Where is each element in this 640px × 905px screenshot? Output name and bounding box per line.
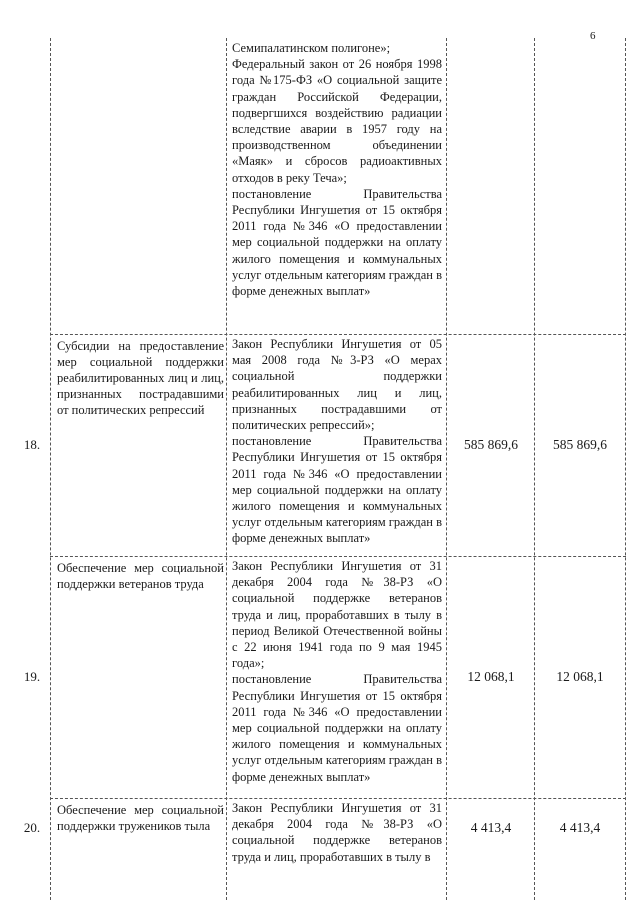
row-amount-1: 12 068,1 (467, 669, 515, 684)
row-amount-2: 585 869,6 (553, 437, 607, 452)
row-legal-basis (230, 336, 444, 547)
basis-paragraph: постановление Правительства Республики Ингушетия от 15 октября 2011 года №346 «О предоставлении мер социальной поддержки на оплату жилого помещения и коммунальных услуг отдельным категориям граждан в форме денежных выплат» (232, 434, 442, 546)
page-number: 6 (590, 30, 596, 42)
row-legal-basis (230, 800, 444, 865)
table-row (14, 38, 626, 334)
row-amount-2: 4 413,4 (559, 820, 601, 835)
document-table (14, 38, 626, 900)
row-amount-1: 585 869,6 (464, 437, 518, 452)
row-number: 20. (23, 820, 41, 835)
row-number (14, 38, 50, 334)
table-row (14, 798, 626, 900)
basis-paragraph: постановление Правительства Республики Ингушетия от 15 октября 2011 года №346 «О предоставлении мер социальной поддержки на оплату жилого помещения и коммунальных услуг отдельным категориям граждан в форме денежных выплат» (232, 186, 442, 299)
table-row (14, 556, 626, 798)
row-legal-basis (230, 558, 444, 785)
row-name: Субсидии на предоставление мер социальной поддержки реабилитированных лиц и лиц, признанных пострадавшими от политических репрессий (57, 339, 224, 417)
row-amount-1 (448, 38, 534, 334)
table-row (14, 334, 626, 556)
row-amount-2 (534, 38, 626, 334)
basis-paragraph: постановление Правительства Республики Ингушетия от 15 октября 2011 года №346 «О предоставлении мер социальной поддержки на оплату жилого помещения и коммунальных услуг отдельным категориям граждан в форме денежных выплат» (232, 672, 442, 784)
basis-paragraph: Федеральный закон от 26 ноября 1998 года №175-ФЗ «О социальной защите граждан Российской Федерации, подвергшихся воздействию радиации вследствие аварии в 1957 году на производственном объединении «Маяк» и сбросов радиоактивных отходов в реку Теча»; (232, 57, 442, 185)
row-name: Обеспечение мер социальной поддержки ветеранов труда (57, 561, 224, 591)
row-number: 18. (23, 437, 41, 452)
basis-paragraph: Закон Республики Ингушетия от 31 декабря 2004 года №38-РЗ «О социальной поддержке ветеранов труда и лиц, проработавших в тылу в (232, 801, 442, 864)
row-name (54, 38, 227, 42)
row-name: Обеспечение мер социальной поддержки тружеников тыла (57, 803, 224, 833)
basis-paragraph: Закон Республики Ингушетия от 31 декабря 2004 года №38-РЗ «О социальной поддержке ветеранов труда и лиц, проработавших в тылу в период Великой Отечественной войны с 22 июня 1941 года по 9 мая 1945 года»; (232, 559, 442, 671)
row-legal-basis (230, 40, 444, 299)
row-number: 19. (23, 669, 41, 684)
basis-paragraph: Закон Республики Ингушетия от 05 мая 2008 года №3-РЗ «О мерах социальной поддержки реабилитированных лиц и лиц, признанных пострадавшими от политических репрессий»; (232, 337, 442, 433)
row-amount-1: 4 413,4 (470, 820, 512, 835)
basis-paragraph: Семипалатинском полигоне»; (232, 41, 391, 55)
row-amount-2: 12 068,1 (556, 669, 604, 684)
